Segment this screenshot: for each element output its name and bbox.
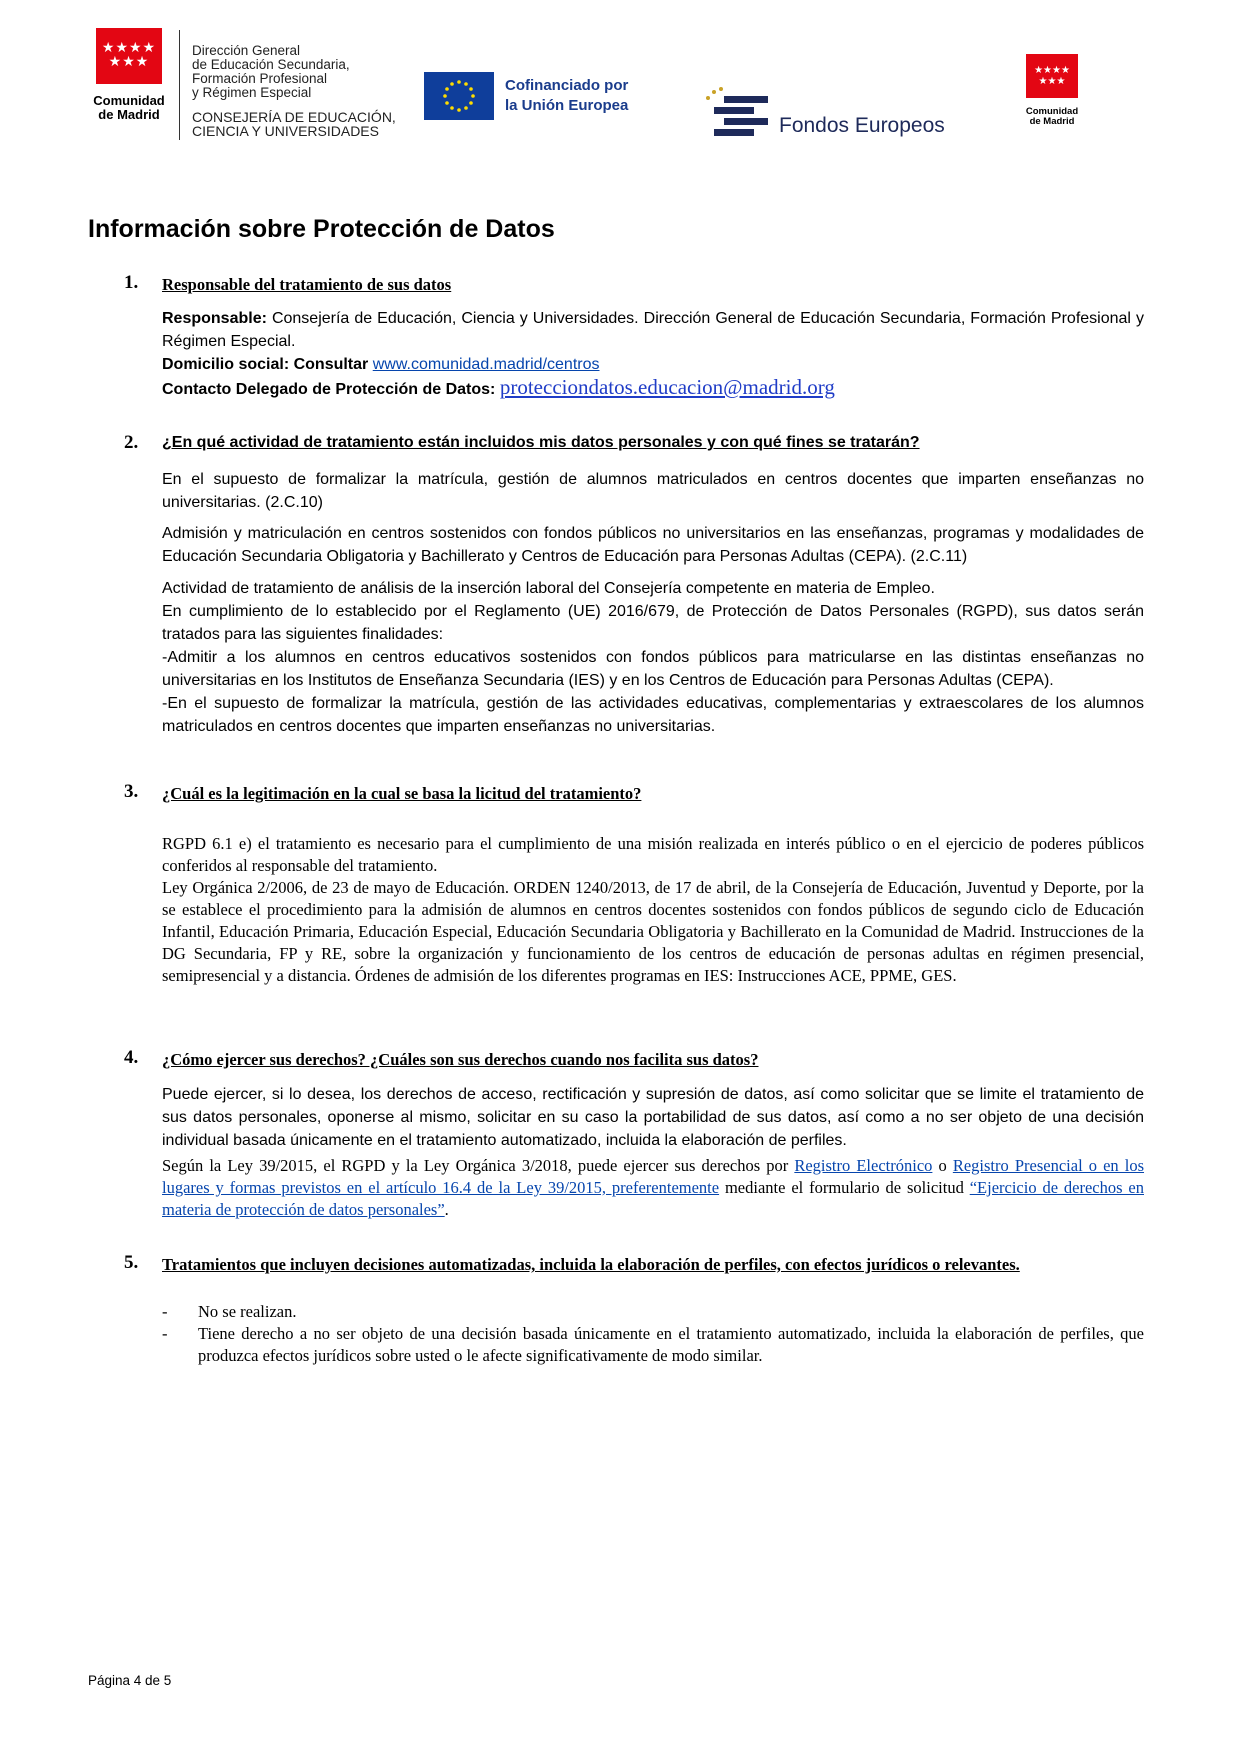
header-divider <box>179 30 180 140</box>
section-2-body <box>162 522 1144 568</box>
section-number: 5. <box>124 1252 139 1273</box>
comunidad-madrid-logo-small <box>1020 54 1084 127</box>
paragraph: -En el supuesto de formalizar la matrícula, gestión de las actividades educativas, complementarias y extraescolares de los alumnos matriculados en centros docentes que imparten enseñanzas no universitarias. <box>162 695 1144 735</box>
eu-line: Cofinanciado por <box>505 77 629 94</box>
paragraph: -Admitir a los alumnos en centros educativos sostenidos con fondos públicos para matricularse en las distintas enseñanzas no universitarias en los Institutos de Enseñanza Secundaria (IES) y en los Centros de Educación para Personas Adultas (CEPA). <box>162 649 1144 689</box>
comunidad-madrid-logo <box>88 28 170 122</box>
page-title: Información sobre Protección de Datos <box>88 215 555 243</box>
paragraph: Admisión y matriculación en centros sostenidos con fondos públicos no universitarios en las enseñanzas, programas y modalidades de Educación Secundaria Obligatoria y Bachillerato y Centros de Educación para Personas Adultas (CEPA). (2.C.11) <box>162 525 1144 565</box>
section-heading: ¿Cuál es la legitimación en la cual se basa la licitud del tratamiento? <box>162 784 642 803</box>
list-item: - Tiene derecho a no ser objeto de una decisión basada únicamente en el tratamiento automatizado, incluida la elaboración de perfiles, que produzca efectos jurídicos sobre usted o le afecte significativamente de modo similar. <box>162 1324 1144 1365</box>
cm2-name-line1: Comunidad <box>1025 106 1079 117</box>
section-heading: Responsable del tratamiento de sus datos <box>162 275 452 294</box>
fondos-europeos-text: Fondos Europeos <box>779 114 945 137</box>
paragraph: En el supuesto de formalizar la matrícula, gestión de alumnos matriculados en centros docentes que imparten enseñanzas no universitarias. (2.C.10) <box>162 471 1144 511</box>
eu-cofinanciado-text <box>505 76 628 116</box>
section-heading: ¿Cómo ejercer sus derechos? ¿Cuáles son sus derechos cuando nos facilita sus datos? <box>162 1050 759 1069</box>
consejeria-line: CIENCIA Y UNIVERSIDADES <box>192 123 379 139</box>
ejercicio-derechos-link[interactable]: “Ejercicio de derechos en materia de protección de datos personales” <box>162 1178 1144 1219</box>
section-number: 3. <box>124 781 139 802</box>
paragraph: Ley Orgánica 2/2006, de 23 de mayo de Educación. ORDEN 1240/2013, de 17 de abril, de la Consejería de Educación, Juventud y Deporte, por la se establece el procedimiento para la admisión de alumnos en centros docentes sostenidos con fondos públicos de segundo ciclo de Educación Infantil, Educación Primaria, Educación Especial, Educación Secundaria Obligatoria y Bachillerato en la Comunidad de Madrid. Instrucciones de la DG Secundaria, FP y RE, sobre la organización y funcionamiento de los centros de educación de personas adultas en régimen presencial, semipresencial y a distancia. Órdenes de admisión de los diferentes programas en IES: Instrucciones ACE, PPME, GES. <box>162 878 1144 985</box>
eu-line: la Unión Europea <box>505 97 629 114</box>
page-number: Página 4 de 5 <box>88 1673 172 1688</box>
text-run: . <box>444 1200 449 1219</box>
fondos-europeos-icon <box>700 78 770 138</box>
dg-line: Dirección General <box>192 43 301 58</box>
cm-name-line2: de Madrid <box>98 107 160 122</box>
text-run: mediante el formulario de solicitud <box>719 1178 970 1197</box>
responsable-label: Responsable: <box>162 310 267 327</box>
registro-electronico-link[interactable]: Registro Electrónico <box>794 1156 933 1175</box>
cm2-name-line2: de Madrid <box>1029 116 1075 127</box>
paragraph: Actividad de tratamiento de análisis de la inserción laboral del Consejería competente en materia de Empleo. <box>162 580 935 597</box>
list-item-text: Tiene derecho a no ser objeto de una decisión basada únicamente en el tratamiento automatizado, incluida la elaboración de perfiles, que produzca efectos jurídicos sobre usted o le afecte significativamente de modo similar. <box>198 1324 1144 1365</box>
section-1-body <box>162 307 1144 401</box>
page-header <box>0 28 1241 148</box>
registro-presencial-link[interactable]: Registro Presencial o en los lugares y formas previstos en el artículo 16.4 de la Ley 39/2015, preferentemente <box>162 1156 1145 1197</box>
text-run: o <box>932 1156 953 1175</box>
section-2-body <box>162 577 1144 738</box>
dg-line: de Educación Secundaria, <box>192 57 350 72</box>
dpo-email-link[interactable]: protecciondatos.educacion@madrid.org <box>499 375 835 399</box>
responsable-text: Consejería de Educación, Ciencia y Universidades. Dirección General de Educación Secundaria, Formación Profesional y Régimen Especial. <box>162 310 1144 350</box>
consejeria-line: CONSEJERÍA DE EDUCACIÓN, <box>192 109 396 125</box>
section-5-list <box>162 1301 1144 1367</box>
section-4-body <box>162 1083 1144 1152</box>
section-4-body <box>162 1155 1144 1221</box>
eu-flag-icon <box>424 72 494 120</box>
centros-link[interactable]: www.comunidad.madrid/centros <box>372 356 600 373</box>
madrid-flag-icon: ★★★★ ★★★ <box>1026 54 1078 98</box>
dpo-label: Contacto Delegado de Protección de Datos: <box>162 381 496 398</box>
section-2-body <box>162 468 1144 514</box>
section-heading: Tratamientos que incluyen decisiones automatizadas, incluida la elaboración de perfiles, con efectos jurídicos o relevantes. <box>162 1255 1020 1274</box>
section-3-body <box>162 833 1144 987</box>
section-number: 2. <box>124 432 139 453</box>
section-heading: ¿En qué actividad de tratamiento están incluidos mis datos personales y con qué fines se tratarán? <box>162 434 920 451</box>
list-item-text: No se realizan. <box>198 1302 297 1321</box>
paragraph: En cumplimiento de lo establecido por el Reglamento (UE) 2016/679, de Protección de Datos Personales (RGPD), sus datos serán tratados para las siguientes finalidades: <box>162 603 1144 643</box>
list-item: - No se realizan. <box>162 1301 1144 1323</box>
dg-line: Formación Profesional <box>192 71 328 86</box>
section-number: 4. <box>124 1047 139 1068</box>
madrid-flag-icon: ★★★★ ★★★ <box>96 28 162 84</box>
dg-line: y Régimen Especial <box>192 85 312 100</box>
domicilio-label: Domicilio social: Consultar <box>162 356 369 373</box>
section-number: 1. <box>124 272 139 293</box>
paragraph: Puede ejercer, si lo desea, los derechos de acceso, rectificación y supresión de datos, así como solicitar que se limite el tratamiento de sus datos personales, oponerse al mismo, solicitar en su caso la portabilidad de sus datos, así como a no ser objeto de una decisión individual basada únicamente en el tratamiento automatizado, incluida la elaboración de perfiles. <box>162 1086 1144 1149</box>
cm-name-line1: Comunidad <box>93 93 165 108</box>
text-run: Según la Ley 39/2015, el RGPD y la Ley Orgánica 3/2018, puede ejercer sus derechos por <box>162 1156 795 1175</box>
direccion-general-text <box>192 44 396 138</box>
paragraph: RGPD 6.1 e) el tratamiento es necesario para el cumplimiento de una misión realizada en interés público o en el ejercicio de poderes públicos conferidos al responsable del tratamiento. <box>162 834 1144 875</box>
